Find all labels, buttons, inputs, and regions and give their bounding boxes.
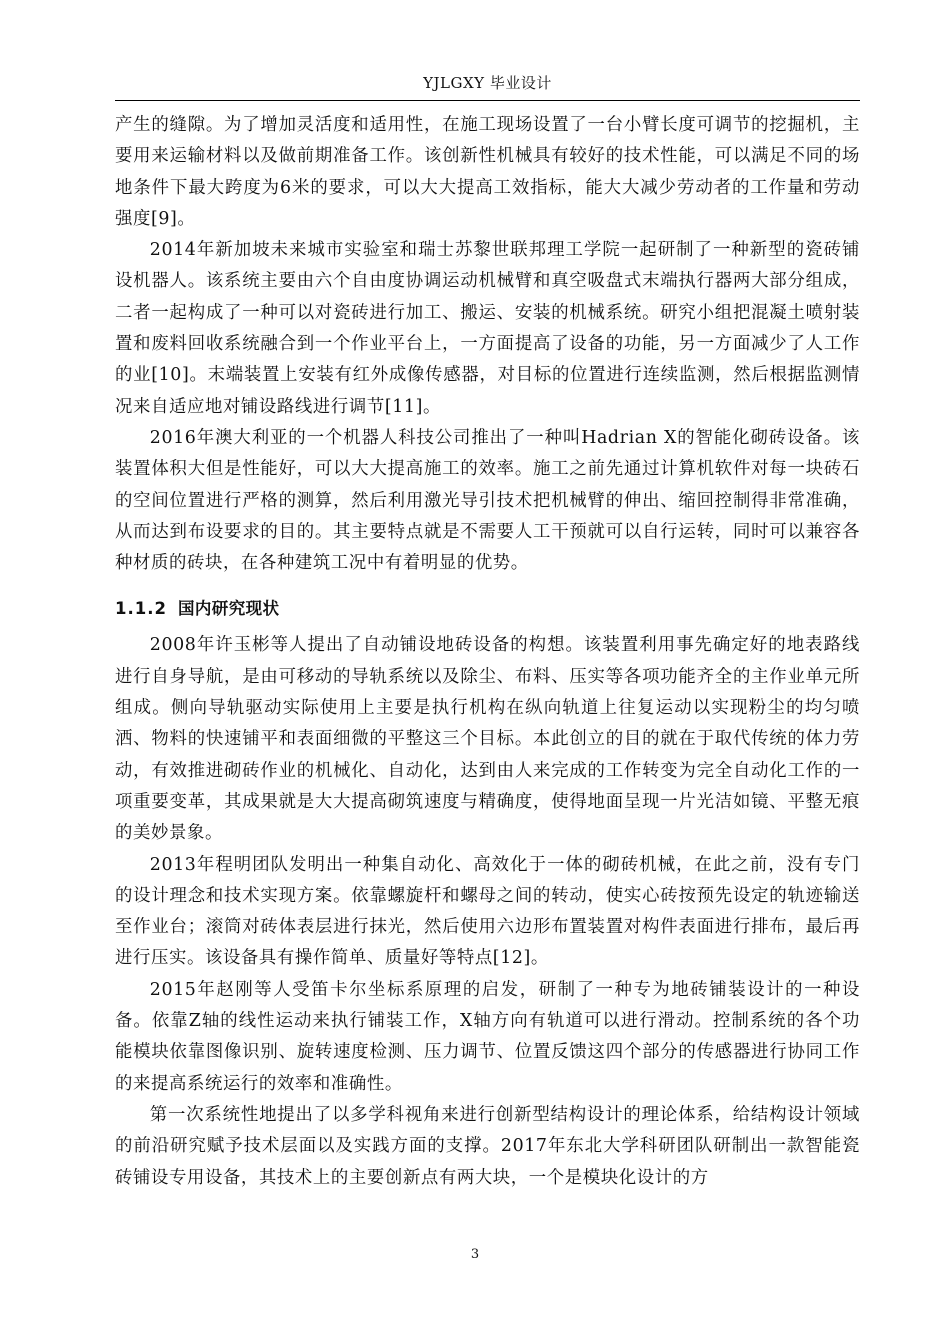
paragraph-continuation: 产生的缝隙。为了增加灵活度和适用性，在施工现场设置了一台小臂长度可调节的挖掘机，主要用来运输材料以及做前期准备工作。该创新性机械具有较好的技术性能，可以满足不同的场地条件下最大跨度为6米的要求，可以大大提高工效指标，能大大减少劳动者的工作量和劳动强度[9]。: [115, 115, 860, 229]
page-number: 3: [470, 1247, 480, 1262]
paragraph-hadrian-x: 2016年澳大利亚的一个机器人科技公司推出了一种叫Hadrian X的智能化砌砖设备。该装置体积大但是性能好，可以大大提高施工的效率。施工之前先通过计算机软件对每一块砖石的空间位置进行严格的测算，然后利用激光导引技术把机械臂的伸出、缩回控制得非常准确，从而达到布设要求的目的。其主要特点就是不需要人工干预就可以自行运转，同时可以兼容各种材质的砖块，在各种建筑工况中有着明显的优势。: [115, 427, 860, 574]
section-number: 1.1.2: [115, 599, 167, 619]
section-title: 国内研究现状: [178, 599, 280, 619]
paragraph-2013: 2013年程明团队发明出一种集自动化、高效化于一体的砌砖机械，在此之前，没有专门的设计理念和技术实现方案。依靠螺旋杆和螺母之间的转动，使实心砖按预先设定的轨迹输送至作业台；滚筒对砖体表层进行抹光，然后使用六边形布置装置对构件表面进行排布，最后再进行压实。该设备具有操作简单、质量好等特点[12]。: [115, 854, 860, 969]
paragraph-2017: 第一次系统性地提出了以多学科视角来进行创新型结构设计的理论体系，给结构设计领域的前沿研究赋予技术层面以及实践方面的支撑。2017年东北大学科研团队研制出一款智能瓷砖铺设专用设备，其技术上的主要创新点有两大块，一个是模块化设计的方: [115, 1104, 860, 1188]
document-body: [115, 110, 860, 1194]
paragraph-singapore-robot: 2014年新加坡未来城市实验室和瑞士苏黎世联邦理工学院一起研制了一种新型的瓷砖铺设机器人。该系统主要由六个自由度协调运动机械臂和真空吸盘式末端执行器两大部分组成，二者一起构成了一种可以对瓷砖进行加工、搬运、安装的机械系统。研究小组把混凝土喷射装置和废料回收系统融合到一个作业平台上，一方面提高了设备的功能，另一方面减少了人工作的业[10]。末端装置上安装有红外成像传感器，对目标的位置进行连续监测，然后根据监测情况来自适应地对铺设路线进行调节[11]。: [115, 240, 860, 417]
page-header: YJLGXY 毕业设计: [423, 74, 552, 92]
section-heading: [115, 579, 860, 630]
header-divider: [115, 100, 860, 101]
paragraph-2015: 2015年赵刚等人受笛卡尔坐标系原理的启发，研制了一种专为地砖铺装设计的一种设备。依靠Z轴的线性运动来执行铺装工作，X轴方向有轨道可以进行滑动。控制系统的各个功能模块依靠图像识别、旋转速度检测、压力调节、位置反馈这四个部分的传感器进行协同工作的来提高系统运行的效率和准确性。: [115, 979, 860, 1094]
paragraph-2008: 2008年许玉彬等人提出了自动铺设地砖设备的构想。该装置利用事先确定好的地表路线进行自身导航，是由可移动的导轨系统以及除尘、布料、压实等各项功能齐全的主作业单元所组成。侧向导轨驱动实际使用上主要是执行机构在纵向轨道上往复运动以实现粉尘的均匀喷洒、物料的快速铺平和表面细微的平整这三个目标。本此创立的目的就在于取代传统的体力劳动，有效推进砌砖作业的机械化、自动化，达到由人来完成的工作转变为完全自动化工作的一项重要变革，其成果就是大大提高砌筑速度与精确度，使得地面呈现一片光洁如镜、平整无痕的美妙景象。: [115, 635, 860, 844]
